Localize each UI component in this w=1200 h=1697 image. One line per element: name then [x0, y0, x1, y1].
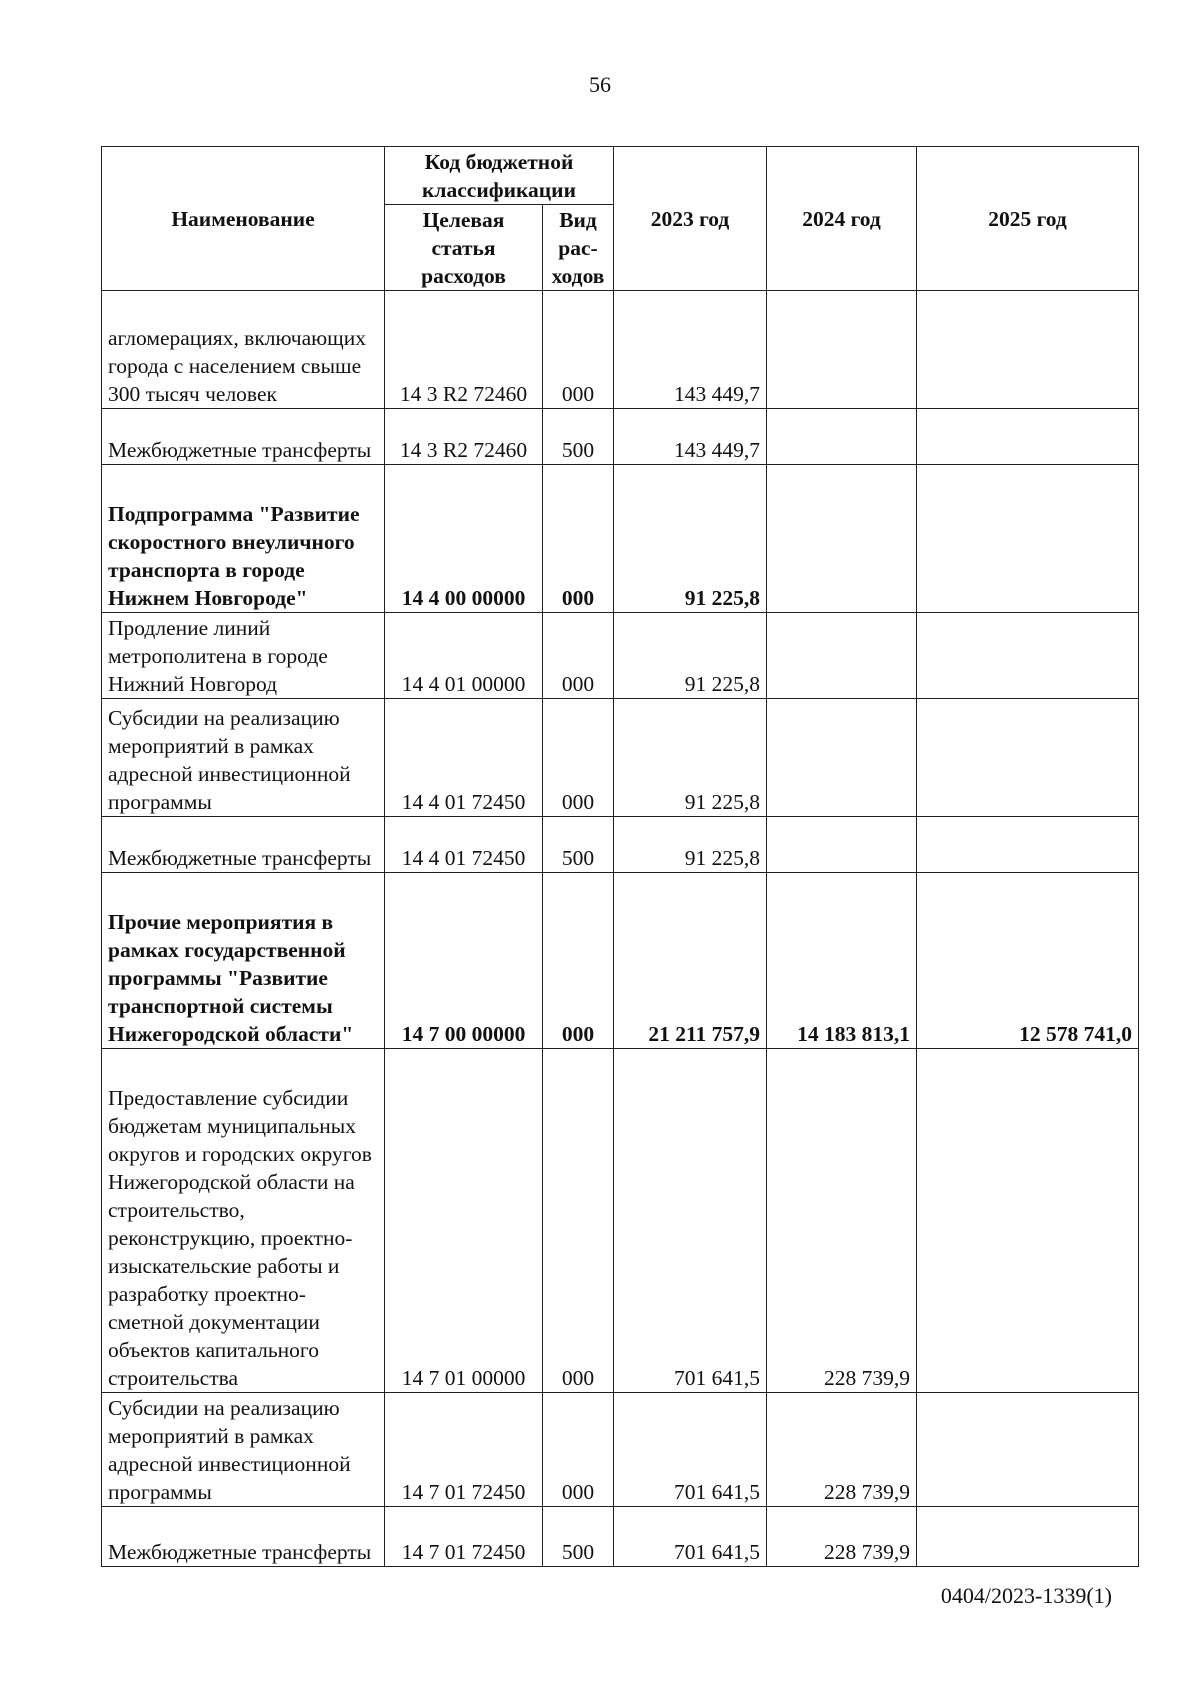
- row-name: Межбюджетные трансферты: [102, 817, 385, 873]
- row-expense-type: 000: [543, 291, 614, 409]
- header-target: Целевая статья расходов: [385, 205, 543, 291]
- row-value-2024: 14 183 813,1: [767, 873, 917, 1049]
- row-value-2023: 143 449,7: [614, 291, 767, 409]
- row-value-2023: 701 641,5: [614, 1507, 767, 1567]
- header-kbk: Код бюджетной классификации: [385, 147, 614, 205]
- row-expense-type: 000: [543, 1049, 614, 1393]
- table-header: [102, 147, 1139, 291]
- row-value-2025: [917, 699, 1139, 817]
- row-target-code: 14 4 01 72450: [385, 817, 543, 873]
- table-row: [102, 1049, 1139, 1393]
- row-expense-type: 000: [543, 1393, 614, 1507]
- row-target-code: 14 4 01 72450: [385, 699, 543, 817]
- row-value-2025: [917, 613, 1139, 699]
- row-expense-type: 500: [543, 817, 614, 873]
- row-value-2023: 21 211 757,9: [614, 873, 767, 1049]
- row-name: Продление линий метрополитена в городе Нижний Новгород: [102, 613, 385, 699]
- row-target-code: 14 7 01 72450: [385, 1393, 543, 1507]
- document-code: 0404/2023-1339(1): [940, 1583, 1112, 1608]
- row-value-2023: 701 641,5: [614, 1049, 767, 1393]
- table-row: [102, 817, 1139, 873]
- row-value-2025: [917, 1049, 1139, 1393]
- table-row: [102, 409, 1139, 465]
- row-value-2024: 228 739,9: [767, 1393, 917, 1507]
- table-row: [102, 873, 1139, 1049]
- table-row: [102, 1393, 1139, 1507]
- row-value-2025: [917, 465, 1139, 613]
- row-value-2025: [917, 817, 1139, 873]
- row-value-2023: 91 225,8: [614, 699, 767, 817]
- table-row: [102, 465, 1139, 613]
- row-value-2025: [917, 1393, 1139, 1507]
- row-value-2023: 91 225,8: [614, 465, 767, 613]
- row-name: Предоставление субсидии бюджетам муниципальных округов и городских округов Нижегородской области на строительство, реконструкцию, проектно-изыскательские работы и разработку проектно-сметной документации объектов капитального строительства: [102, 1049, 385, 1393]
- row-expense-type: 500: [543, 409, 614, 465]
- table-row: [102, 699, 1139, 817]
- row-value-2025: [917, 291, 1139, 409]
- row-value-2025: [917, 1507, 1139, 1567]
- row-value-2024: [767, 409, 917, 465]
- row-value-2025: 12 578 741,0: [917, 873, 1139, 1049]
- header-name: Наименование: [102, 147, 385, 291]
- table-body: [102, 291, 1139, 1567]
- table-row: [102, 291, 1139, 409]
- table-row: [102, 613, 1139, 699]
- header-type: Вид рас-ходов: [543, 205, 614, 291]
- header-2023: 2023 год: [614, 147, 767, 291]
- row-name: Подпрограмма "Развитие скоростного внеуличного транспорта в городе Нижнем Новгороде": [102, 465, 385, 613]
- row-value-2023: 91 225,8: [614, 613, 767, 699]
- row-value-2024: [767, 817, 917, 873]
- row-name: Субсидии на реализацию мероприятий в рамках адресной инвестиционной программы: [102, 699, 385, 817]
- row-name: Межбюджетные трансферты: [102, 409, 385, 465]
- row-target-code: 14 7 01 00000: [385, 1049, 543, 1393]
- page-number: 56: [589, 72, 611, 97]
- header-2024: 2024 год: [767, 147, 917, 291]
- row-target-code: 14 3 R2 72460: [385, 291, 543, 409]
- row-target-code: 14 4 01 00000: [385, 613, 543, 699]
- row-expense-type: 500: [543, 1507, 614, 1567]
- row-value-2024: [767, 613, 917, 699]
- row-target-code: 14 7 00 00000: [385, 873, 543, 1049]
- row-expense-type: 000: [543, 465, 614, 613]
- row-target-code: 14 4 00 00000: [385, 465, 543, 613]
- row-expense-type: 000: [543, 613, 614, 699]
- row-value-2024: [767, 291, 917, 409]
- row-name: агломерациях, включающих города с населением свыше 300 тысяч человек: [102, 291, 385, 409]
- row-value-2023: 701 641,5: [614, 1393, 767, 1507]
- row-value-2023: 143 449,7: [614, 409, 767, 465]
- row-expense-type: 000: [543, 873, 614, 1049]
- row-target-code: 14 7 01 72450: [385, 1507, 543, 1567]
- row-target-code: 14 3 R2 72460: [385, 409, 543, 465]
- row-value-2024: 228 739,9: [767, 1507, 917, 1567]
- row-value-2025: [917, 409, 1139, 465]
- row-value-2024: [767, 465, 917, 613]
- row-value-2024: 228 739,9: [767, 1049, 917, 1393]
- header-2025: 2025 год: [917, 147, 1139, 291]
- row-value-2024: [767, 699, 917, 817]
- row-name: Прочие мероприятия в рамках государственной программы "Развитие транспортной системы Нижегородской области": [102, 873, 385, 1049]
- row-expense-type: 000: [543, 699, 614, 817]
- row-name: Субсидии на реализацию мероприятий в рамках адресной инвестиционной программы: [102, 1393, 385, 1507]
- row-value-2023: 91 225,8: [614, 817, 767, 873]
- budget-table: [101, 146, 1139, 1567]
- row-name: Межбюджетные трансферты: [102, 1507, 385, 1567]
- table-row: [102, 1507, 1139, 1567]
